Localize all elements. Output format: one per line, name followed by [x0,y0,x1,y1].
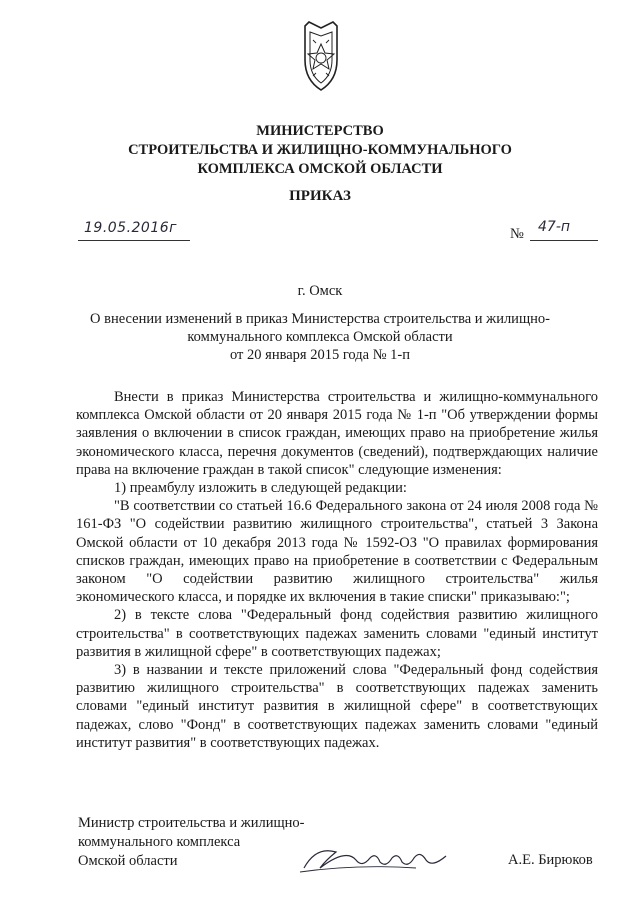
signer-title [78,814,304,871]
signer-title-line-3: Омской области [78,853,178,869]
ministry-header [70,122,570,179]
body-paragraph-4: 2) в тексте слова "Федеральный фонд содействия развитию жилищного строительства" в соответствующих падежах заменить словами "единый институт развития в жилищной сфере" в соответствующих падежах; [76,607,598,660]
order-number: 47-п [538,219,571,235]
number-label: № [510,226,524,242]
signer-title-line-2: коммунального комплекса [78,834,241,850]
header-line-1: МИНИСТЕРСТВО [256,123,384,139]
body-paragraph-3: "В соответствии со статьей 16.6 Федерального закона от 24 июля 2008 года № 161-ФЗ "О содействии развитию жилищного строительства", статьей 3 Закона Омской области от 10 декабря 2013 года № 1592-ОЗ "О правилах формирования списков граждан, имеющих право на приобретение в соответствии с Федеральным законом "О содействии развитию жилищного строительства" жилья экономического класса, и порядке их включения в такие списки" приказываю:"; [76,498,598,606]
order-body [76,388,598,752]
subject-line-3: от 20 января 2015 года № 1-п [230,347,410,363]
order-title: ПРИКАЗ [289,188,351,204]
coat-of-arms-emblem [299,20,343,94]
order-subject [70,310,570,364]
body-paragraph-1: Внести в приказ Министерства строительства и жилищно-коммунального комплекса Омской области от 20 января 2015 года № 1-п "Об утверждении формы заявления о включении в список граждан, имеющих право на приобретение жилья экономического класса, перечня документов (сведений), подтверждающих наличие права на включение граждан в такой список" следующие изменения: [76,389,598,478]
handwritten-signature [296,838,456,878]
body-paragraph-5: 3) в названии и тексте приложений слова "Федеральный фонд содействия развитию жилищного строительства" в соответствующих падежах заменить словами "единый институт развития в жилищной сфере" в соответствующих падежах, слово "Фонд" в соответствующих падежах заменить словами "единый институт развития" в соответствующих падежах. [76,662,598,751]
subject-line-1: О внесении изменений в приказ Министерства строительства и жилищно- [90,311,550,327]
order-date: 19.05.2016г [84,220,178,236]
signer-name: А.Е. Бирюков [508,852,593,868]
city: г. Омск [297,283,343,299]
signer-title-line-1: Министр строительства и жилищно- [78,815,305,831]
header-line-2: СТРОИТЕЛЬСТВА И ЖИЛИЩНО-КОММУНАЛЬНОГО [128,142,512,158]
body-paragraph-2: 1) преамбулу изложить в следующей редакции: [114,480,407,497]
subject-line-2: коммунального комплекса Омской области [187,329,453,345]
header-line-3: КОМПЛЕКСА ОМСКОЙ ОБЛАСТИ [197,161,443,177]
